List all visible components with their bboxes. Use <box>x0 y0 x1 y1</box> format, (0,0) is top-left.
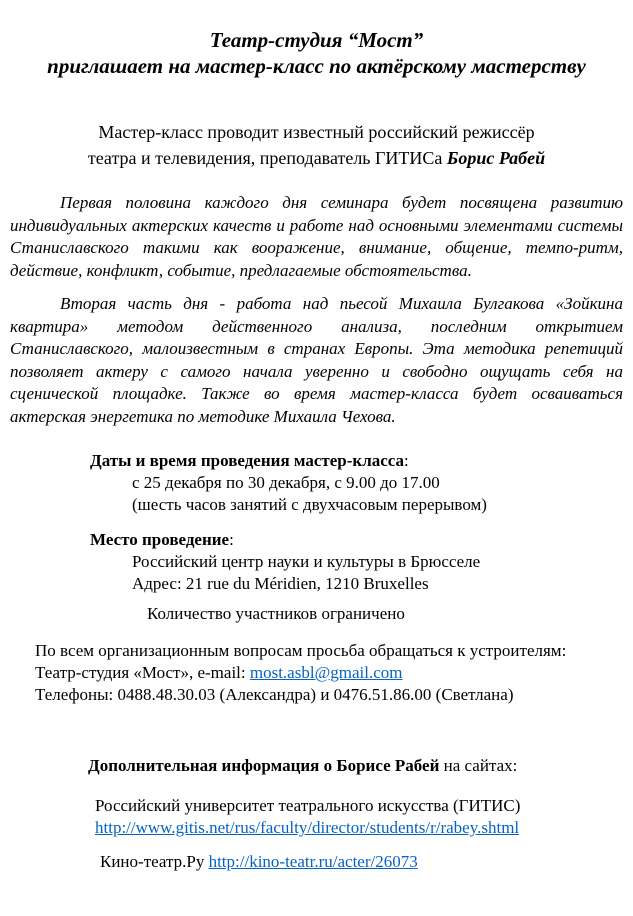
venue-heading-text: Место проведение <box>90 530 230 549</box>
title-line-1: Театр-студия “Мост” <box>209 28 424 52</box>
title-line-2: приглашает на мастер-класс по актёрскому мастерству <box>47 54 586 78</box>
document-title <box>10 27 623 79</box>
venue-name: Российский центр науки и культуры в Брюсселе <box>132 552 481 571</box>
email-link[interactable]: most.asbl@gmail.com <box>249 663 403 682</box>
paragraph-second-part-of-day: Вторая часть дня - работа над пьесой Михаила Булгакова «Зойкина квартира» методом действенного анализа, последним открытием Станиславского, малоизвестным в странах Европы. Эта методика репетиций позволяет актеру с самого начала уверенно и свободно ощущать себя на сценической площадке. Также во время мастер-класса будет осваиваться актерская энергетика по методике Михаила Чехова. <box>10 294 623 426</box>
contacts-email-line <box>35 662 623 684</box>
kino-teatr-link[interactable]: http://kino-teatr.ru/acter/26073 <box>208 852 418 871</box>
gitis-block <box>95 795 623 839</box>
paragraph-first-half-of-day: Первая половина каждого дня семинара будет посвящена развитию индивидуальных актерских качеств и работе над основными элементами системы Станиславского такими как вооражение, внимание, общение, темпо-ритм, действие, конфликт, событие, предлагаемые обстоятельства. <box>10 193 623 280</box>
schedule-hours-note: (шесть часов занятий с двухчасовым перерывом) <box>132 495 487 514</box>
gitis-link[interactable]: http://www.gitis.net/rus/faculty/director/students/r/rabey.shtml <box>95 818 520 837</box>
intro-line-1: Мастер-класс проводит известный российский режиссёр <box>98 122 535 142</box>
document-page <box>0 27 633 916</box>
schedule-heading-text: Даты и время проведения мастер-класса <box>90 451 405 470</box>
venue-address: Адрес: 21 rue du Méridien, 1210 Bruxelles <box>132 574 429 593</box>
presenter-name: Борис Рабей <box>446 148 546 168</box>
venue-heading <box>90 529 623 551</box>
intro-block <box>10 119 623 171</box>
contacts-section <box>35 640 623 706</box>
participants-limited-notice: Количество участников ограничено <box>147 604 405 623</box>
contacts-email-prefix: Театр-студия «Мост», e-mail: <box>35 663 250 682</box>
contacts-intro-line: По всем организационным вопросам просьба обращаться к устроителям: <box>35 641 567 660</box>
schedule-section <box>10 450 623 516</box>
intro-line-2-text: театра и телевидения, преподаватель ГИТИСа <box>87 148 447 168</box>
venue-heading-colon: : <box>229 530 234 549</box>
intro-line-2 <box>10 145 623 171</box>
venue-section <box>10 529 623 595</box>
schedule-heading <box>90 450 623 472</box>
gitis-link-line <box>95 817 623 839</box>
gitis-label: Российский университет театрального искусства (ГИТИС) <box>95 796 521 815</box>
schedule-heading-colon: : <box>404 451 409 470</box>
kino-teatr-line <box>100 851 623 873</box>
more-info-heading-rest: на сайтах: <box>439 756 518 775</box>
more-info-heading <box>88 755 623 777</box>
contacts-phones-line: Телефоны: 0488.48.30.03 (Александра) и 0476.51.86.00 (Светлана) <box>35 685 514 704</box>
more-info-heading-bold: Дополнительная информация о Борисе Рабей <box>88 756 440 775</box>
kino-teatr-label: Кино-театр.Ру <box>100 852 209 871</box>
schedule-dates: с 25 декабря по 30 декабря, с 9.00 до 17.00 <box>132 473 440 492</box>
